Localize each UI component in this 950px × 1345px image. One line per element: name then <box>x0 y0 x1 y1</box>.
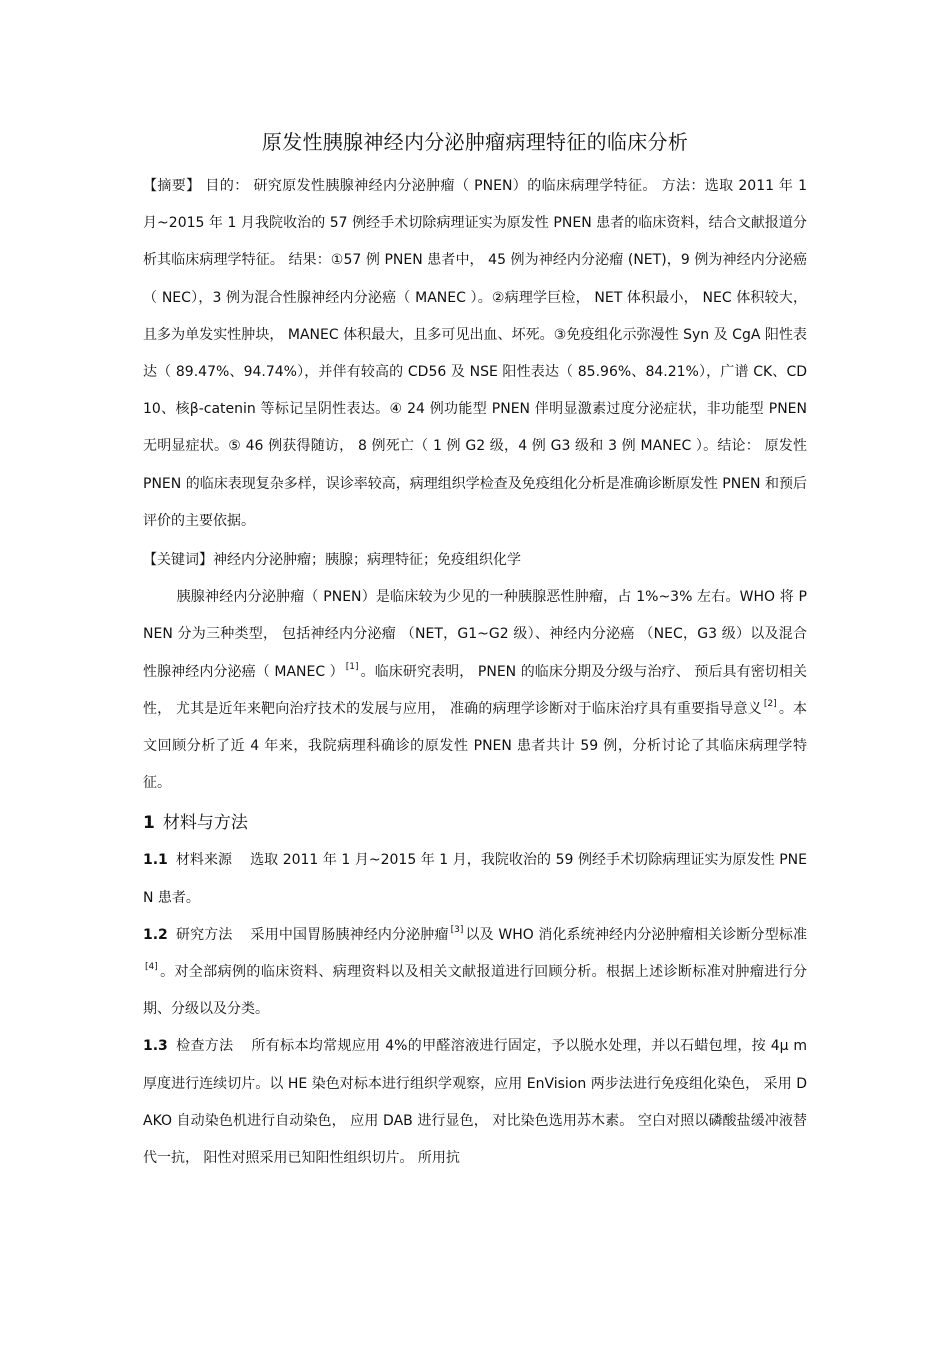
abstract <box>143 168 807 540</box>
abstract-text: 目的： 研究原发性胰腺神经内分泌肿瘤（ PNEN）的临床病理学特征。 方法：选取 2011 年 1 月~2015 年 1 月我院收治的 57 例经手术切除病理证实为原发性 PNEN 患者的临床资料，结合文献报道分析其临床病理学特征。 结果：①57 例 PNEN 患者中， 45 例为神经内分泌瘤 (NET)，9 例为神经内分泌癌（ NEC），3 例为混合性腺神经内分泌癌（ MANEC ）。②病理学巨检， NET 体积最小， NEC 体积较大，且多为单发实性肿块， MANEC 体积最大，且多可见出血、坏死。③免疫组化示弥漫性 Syn 及 CgA 阳性表达（ 89.47%、94.74%），并伴有较高的 CD56 及 NSE 阳性表达（ 85.96%、84.21%），广谱 CK、CD10、核β-catenin 等标记呈阴性表达。④ 24 例功能型 PNEN 伴明显激素过度分泌症状，非功能型 PNEN 无明显症状。⑤ 46 例获得随访， 8 例死亡（ 1 例 G2 级，4 例 G3 级和 3 例 MANEC ）。结论： 原发性 PNEN 的临床表现复杂多样，误诊率较高，病理组织学检查及免疫组化分析是准确诊断原发性 PNEN 和预后评价的主要依据。 <box>143 178 808 529</box>
subsection-text-2: 以及 WHO 消化系统神经内分泌肿瘤相关诊断分型标准 <box>465 926 807 943</box>
subsection-number: 1.3 <box>143 1038 168 1055</box>
intro-paragraph <box>143 579 807 802</box>
paper-title: 原发性胰腺神经内分泌肿瘤病理特征的临床分析 <box>261 130 689 154</box>
keywords <box>143 542 807 579</box>
section-heading-1 <box>143 804 807 842</box>
keywords-label: 【关键词】 <box>143 552 213 569</box>
subsection-lead: 检查方法 <box>175 1038 234 1055</box>
citation-1: [1] <box>345 661 359 672</box>
intro-text-3: 。本文回顾分析了近 4 年来，我院病理科确诊的原发性 PNEN 患者共计 59 例，分析讨论了其临床病理学特征。 <box>143 700 807 792</box>
subsection-number: 1.2 <box>143 926 168 943</box>
intro-text-2: 。临床研究表明， PNEN 的临床分期及分级与治疗、 预后具有密切相关性， 尤其是近年来靶向治疗技术的发展与应用， 准确的病理学诊断对于临床治疗具有重要指导意义 <box>143 663 807 717</box>
section-title: 材料与方法 <box>162 813 248 834</box>
intro-text-1: 胰腺神经内分泌肿瘤（ PNEN）是临床较为少见的一种胰腺恶性肿瘤，占 1%~3% 左右。WHO 将 PNEN 分为三种类型， 包括神经内分泌瘤 （NET，G1~G2 级）、神经内分泌癌 （NEC，G3 级）以及混合性腺神经内分泌癌（ MANEC ） <box>143 589 807 680</box>
subsection-1-2 <box>143 917 807 1029</box>
subsection-1-3 <box>143 1028 807 1177</box>
subsection-1-1 <box>143 842 807 916</box>
subsection-lead: 材料来源 <box>175 852 233 869</box>
subsection-text: 所有标本均常规应用 4%的甲醛溶液进行固定，予以脱水处理，并以石蜡包埋，按 4μ m 厚度进行连续切片。以 HE 染色对标本进行组织学观察，应用 EnVision 两步法进行免疫组化染色， 采用 DAKO 自动染色机进行自动染色， 应用 DAB 进行显色， 对比染色选用苏木素。 空白对照以磷酸盐缓冲液替代一抗， 阳性对照采用已知阳性组织切片。 所用抗 <box>143 1038 808 1167</box>
subsection-text: 选取 2011 年 1 月~2015 年 1 月，我院收治的 59 例经手术切除病理证实为原发性 PNEN 患者。 <box>143 852 807 906</box>
document-page <box>143 120 807 1177</box>
section-number: 1 <box>143 813 155 834</box>
keywords-text: 神经内分泌肿瘤；胰腺；病理特征；免疫组织化学 <box>213 552 521 569</box>
abstract-label: 【摘要】 <box>143 178 201 194</box>
citation-3: [3] <box>450 924 464 935</box>
subsection-text-3: 。对全部病例的临床资料、病理资料以及相关文献报道进行回顾分析。根据上述诊断标准对肿瘤进行分期、分级以及分类。 <box>143 964 807 1018</box>
citation-2: [2] <box>763 698 777 709</box>
subsection-number: 1.1 <box>143 852 168 869</box>
citation-4: [4] <box>145 962 158 973</box>
subsection-text-1: 采用中国胃肠胰神经内分泌肿瘤 <box>250 926 449 943</box>
subsection-lead: 研究方法 <box>175 926 233 943</box>
